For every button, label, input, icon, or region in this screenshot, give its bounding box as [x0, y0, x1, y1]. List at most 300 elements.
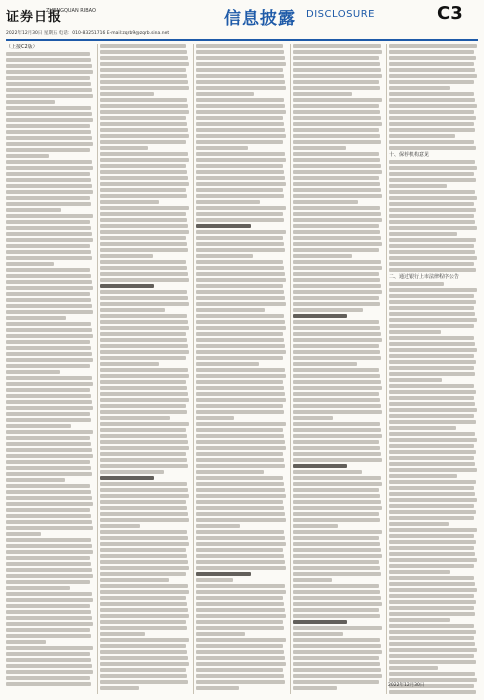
text-line [196, 86, 286, 90]
text-line [6, 142, 93, 146]
text-line [6, 280, 92, 284]
text-line [293, 290, 382, 294]
text-line [196, 668, 283, 672]
text-line [389, 122, 474, 126]
text-line [196, 626, 284, 630]
text-line [6, 442, 91, 446]
text-line [6, 562, 91, 566]
text-line [196, 254, 253, 258]
text-line [389, 226, 477, 230]
header-rule [6, 39, 478, 41]
text-line [6, 256, 92, 260]
text-line [100, 440, 188, 444]
text-line [100, 146, 148, 150]
text-line [6, 382, 93, 386]
text-line [196, 332, 283, 336]
text-line [389, 468, 477, 472]
text-line [293, 458, 382, 462]
text-line [389, 522, 449, 526]
text-line [389, 402, 475, 406]
text-line [389, 396, 474, 400]
text-line [100, 338, 187, 342]
text-line [6, 298, 91, 302]
text-line [389, 594, 474, 598]
text-line [100, 572, 186, 576]
text-line [293, 440, 379, 444]
text-line [293, 80, 379, 84]
text-line [100, 668, 186, 672]
text-line [100, 122, 187, 126]
text-line [196, 578, 233, 582]
text-line [196, 446, 286, 450]
text-line [293, 554, 382, 558]
text-line [6, 394, 91, 398]
text-line [293, 572, 381, 576]
text-line [6, 388, 90, 392]
text-line [389, 666, 438, 670]
text-line [389, 256, 477, 260]
text-line [100, 632, 145, 636]
text-line [6, 484, 90, 488]
text-line [293, 110, 380, 114]
text-line [6, 322, 91, 326]
text-line [196, 482, 284, 486]
text-line [196, 50, 284, 54]
text-line [6, 670, 93, 674]
text-line [6, 148, 90, 152]
text-line [196, 488, 285, 492]
text-line [293, 386, 382, 390]
text-line [389, 50, 474, 54]
text-line [6, 310, 93, 314]
text-line [6, 664, 92, 668]
text-line [389, 432, 475, 436]
text-line [293, 680, 379, 684]
text-line [6, 496, 92, 500]
text-line [389, 552, 475, 556]
text-line [100, 92, 154, 96]
text-line [389, 56, 476, 60]
text-line [100, 56, 188, 60]
text-line [389, 456, 474, 460]
text-line [100, 644, 186, 648]
text-line [389, 268, 476, 272]
text-line [100, 494, 189, 498]
text-line [389, 570, 450, 574]
text-line [100, 620, 186, 624]
text-line [196, 530, 284, 534]
text-line [293, 212, 381, 216]
text-line [196, 176, 285, 180]
text-line [389, 116, 476, 120]
text-line [6, 412, 90, 416]
text-line [100, 428, 186, 432]
text-line [100, 80, 188, 84]
text-line [196, 422, 286, 426]
text-line [389, 372, 475, 376]
text-line [100, 68, 186, 72]
text-line [293, 374, 380, 378]
text-line [6, 544, 92, 548]
text-line [6, 400, 92, 404]
text-line [293, 422, 380, 426]
text-line [196, 182, 286, 186]
text-line [293, 74, 382, 78]
text-line [100, 320, 188, 324]
text-line [389, 486, 474, 490]
text-line [100, 596, 186, 600]
text-line [6, 520, 92, 524]
text-line [196, 362, 259, 366]
text-line [100, 548, 186, 552]
text-line [6, 292, 90, 296]
text-line [6, 112, 92, 116]
text-line [389, 474, 457, 478]
text-line [196, 386, 284, 390]
text-line [100, 416, 170, 420]
text-line [100, 176, 188, 180]
text-line [100, 206, 189, 210]
text-line [196, 236, 283, 240]
text-line [196, 476, 283, 480]
text-line [100, 518, 189, 522]
text-line [6, 472, 92, 476]
text-line [293, 530, 382, 534]
text-line [100, 464, 188, 468]
text-line [293, 116, 381, 120]
text-line [100, 98, 187, 102]
text-line [389, 324, 474, 328]
text-line [6, 124, 90, 128]
text-line [389, 366, 474, 370]
column-divider [97, 44, 98, 694]
text-line [293, 218, 382, 222]
text-line [389, 44, 477, 48]
text-line [293, 470, 362, 474]
text-column-3 [196, 44, 287, 694]
text-line [196, 542, 286, 546]
text-line [196, 536, 285, 540]
text-line [389, 642, 475, 646]
text-line [6, 652, 90, 656]
text-line [196, 392, 285, 396]
text-line [196, 80, 285, 84]
text-line [389, 480, 476, 484]
text-line [100, 566, 189, 570]
text-line [196, 194, 284, 198]
text-line [6, 676, 90, 680]
text-line [196, 440, 285, 444]
text-line [6, 196, 90, 200]
text-line [100, 50, 187, 54]
text-line [293, 608, 379, 612]
text-line [6, 70, 93, 74]
text-line [389, 690, 476, 694]
text-line [389, 426, 456, 430]
text-line [6, 184, 92, 188]
text-line [100, 626, 187, 630]
dateline: 2022年12月30日 星期五 电话：010-83251716 E-mail:zqrb9@zqrb.sina.net [6, 31, 170, 36]
text-line [196, 572, 251, 576]
text-line [389, 202, 474, 206]
text-line [389, 184, 447, 188]
text-line [389, 312, 475, 316]
text-line [293, 272, 379, 276]
text-line [6, 682, 91, 686]
text-line [196, 260, 283, 264]
text-line [6, 574, 93, 578]
text-line [293, 614, 380, 618]
text-line [6, 466, 91, 470]
text-line [293, 590, 380, 594]
text-line [389, 558, 477, 562]
text-line [6, 304, 92, 308]
text-line [196, 278, 286, 282]
text-line [6, 556, 90, 560]
text-line [196, 416, 234, 420]
text-line [293, 362, 357, 366]
text-line [389, 534, 474, 538]
text-line [389, 450, 476, 454]
text-line [293, 626, 382, 630]
text-line [293, 596, 381, 600]
text-line [389, 262, 474, 266]
text-line [293, 140, 381, 144]
text-line [389, 196, 477, 200]
text-line [389, 582, 475, 586]
text-line [100, 224, 188, 228]
text-line [389, 98, 475, 102]
text-line [293, 284, 381, 288]
text-line [100, 404, 186, 408]
text-line [6, 334, 93, 338]
text-line [100, 674, 187, 678]
text-line [196, 602, 284, 606]
text-line [6, 220, 90, 224]
text-line [100, 578, 169, 582]
text-line [293, 68, 381, 72]
text-line [196, 470, 264, 474]
text-line [100, 164, 186, 168]
text-line [293, 188, 381, 192]
text-line [389, 128, 475, 132]
text-line [293, 92, 352, 96]
text-line [100, 476, 154, 480]
text-line [196, 506, 284, 510]
text-line [293, 146, 346, 150]
text-line [6, 502, 93, 506]
text-line [389, 444, 474, 448]
text-column-1 [6, 44, 94, 694]
text-line [196, 410, 284, 414]
section-title-english: DISCLOSURE [306, 9, 375, 20]
text-line [389, 408, 477, 412]
text-line [293, 128, 379, 132]
text-line [100, 296, 188, 300]
text-line [196, 380, 283, 384]
text-line [196, 302, 286, 306]
text-line [6, 604, 90, 608]
text-line [196, 248, 285, 252]
text-line [196, 356, 283, 360]
text-line [100, 248, 188, 252]
text-line [6, 172, 90, 176]
text-line [196, 104, 285, 108]
column-divider [386, 44, 387, 694]
text-line [196, 128, 285, 132]
text-line [100, 614, 189, 618]
text-line [100, 290, 187, 294]
text-line [196, 200, 260, 204]
text-line [100, 194, 187, 198]
text-line [100, 116, 186, 120]
text-line [196, 560, 285, 564]
text-line [6, 274, 91, 278]
text-line [389, 146, 476, 150]
text-line [293, 314, 347, 318]
text-line [389, 654, 474, 658]
text-line [196, 290, 284, 294]
text-line [196, 326, 286, 330]
text-line [293, 500, 381, 504]
text-line [293, 86, 380, 90]
text-line [389, 86, 450, 90]
text-line [293, 302, 380, 306]
text-line [6, 616, 92, 620]
text-line [100, 110, 189, 114]
text-line [6, 376, 92, 380]
text-line [6, 490, 91, 494]
text-line [196, 614, 286, 618]
text-line [6, 268, 90, 272]
text-line [389, 540, 476, 544]
text-line [6, 136, 92, 140]
text-line [6, 598, 93, 602]
text-line [100, 506, 187, 510]
text-line [389, 600, 476, 604]
text-line [293, 44, 381, 48]
text-line [6, 160, 92, 164]
text-line [293, 104, 379, 108]
text-line [196, 650, 284, 654]
text-line [293, 524, 338, 528]
text-line [196, 98, 284, 102]
text-line [389, 504, 474, 508]
text-line [293, 662, 380, 666]
text-line [293, 194, 382, 198]
text-line [196, 242, 284, 246]
text-line [6, 478, 65, 482]
text-line [389, 672, 475, 676]
text-line [100, 44, 186, 48]
text-line [6, 346, 91, 350]
text-line [293, 476, 381, 480]
text-line [100, 536, 188, 540]
text-line [6, 316, 66, 320]
text-line [389, 166, 477, 170]
text-line [196, 152, 285, 156]
text-line [6, 406, 93, 410]
text-line [100, 284, 154, 288]
text-line [389, 288, 477, 292]
text-line [196, 500, 283, 504]
text-column-4 [293, 44, 383, 694]
column-divider [290, 44, 291, 694]
text-line [196, 638, 286, 642]
text-column-2 [100, 44, 190, 694]
text-line [293, 410, 382, 414]
text-line [293, 338, 382, 342]
text-line [389, 220, 475, 224]
text-line [389, 238, 476, 242]
text-line [100, 314, 187, 318]
column-divider [193, 44, 194, 694]
text-line [293, 230, 380, 234]
text-line [293, 542, 380, 546]
text-line [6, 358, 93, 362]
text-line [6, 586, 70, 590]
text-line [196, 188, 283, 192]
text-line [100, 302, 189, 306]
text-line [196, 62, 286, 66]
text-line [196, 632, 245, 636]
text-line [293, 512, 379, 516]
text-line [100, 554, 187, 558]
text-line [293, 62, 380, 66]
text-line [100, 386, 187, 390]
text-line [293, 278, 380, 282]
text-line [6, 538, 91, 542]
text-line [389, 160, 475, 164]
text-line [196, 404, 283, 408]
text-line [293, 158, 380, 162]
text-line [293, 566, 380, 570]
text-line [6, 352, 92, 356]
text-line [293, 398, 380, 402]
text-line [389, 62, 474, 66]
text-line [293, 392, 379, 396]
text-line [100, 344, 188, 348]
text-line [293, 308, 363, 312]
text-line [100, 392, 188, 396]
text-line [100, 470, 164, 474]
text-line [6, 208, 61, 212]
text-line [196, 284, 283, 288]
text-line [293, 650, 382, 654]
text-line [196, 212, 283, 216]
text-line [6, 454, 93, 458]
text-line [196, 644, 283, 648]
text-line [100, 356, 186, 360]
text-line [6, 532, 41, 536]
text-line [196, 398, 286, 402]
text-line [6, 244, 90, 248]
text-line [6, 76, 90, 80]
text-line [196, 596, 283, 600]
text-line [389, 104, 477, 108]
text-line [196, 224, 251, 228]
text-line [196, 524, 240, 528]
text-line [293, 236, 381, 240]
text-line [6, 94, 93, 98]
text-line [6, 424, 71, 428]
text-line [196, 494, 286, 498]
text-line [196, 686, 239, 690]
text-line [196, 368, 285, 372]
text-line [100, 452, 186, 456]
text-line [6, 226, 91, 230]
text-line [100, 272, 188, 276]
